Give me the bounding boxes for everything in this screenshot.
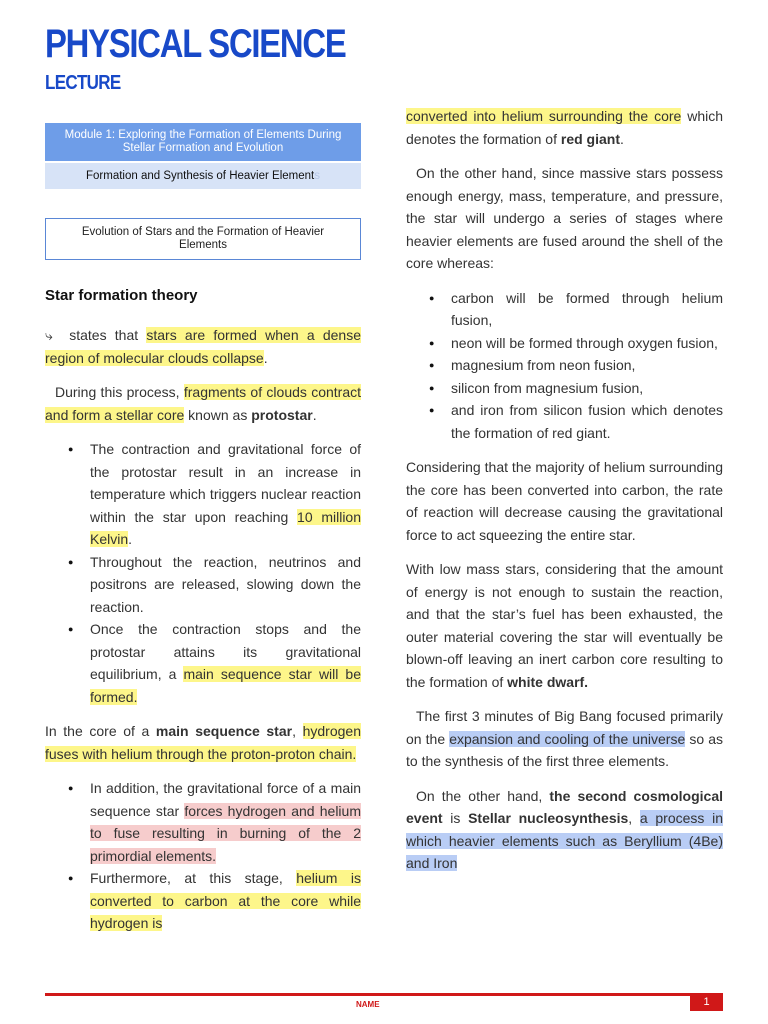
left-column (45, 283, 361, 947)
paragraph: With low mass stars, considering that the amount of energy is not enough to sustain the reaction, and that the star’s fuel has been exhausted, the outer material covering the star will eventually be blown-off leaving an inert carbon core resulting to the formation of white dwarf. (406, 561, 723, 690)
list-item: ● magnesium from neon fusion, (451, 354, 723, 377)
list-item: ● carbon will be formed through helium fusion, (451, 287, 723, 332)
bold-term: protostar (251, 406, 313, 423)
highlight: helium is converted to carbon at the core while hydrogen is (90, 870, 361, 931)
paragraph: ⤷ states that stars are formed when a dense region of molecular clouds collapse. (45, 324, 361, 369)
highlight: fragments of clouds contract and form a stellar core (45, 384, 361, 423)
list-item: ● and iron from silicon fusion which denotes the formation of red giant. (451, 399, 723, 444)
list-item: ● neon will be formed through oxygen fusion, (451, 332, 723, 355)
highlight: forces hydrogen and helium to fuse resulting in burning of the 2 primordial elements. (90, 802, 361, 864)
list-item: ● Throughout the reaction, neutrinos and positrons are released, slowing down the reaction. (90, 551, 361, 619)
highlight: converted into helium surrounding the core (406, 108, 682, 124)
list-item: ● The contraction and gravitational force of the protostar result in an increase in temperature which triggers nuclear reaction within the star upon reaching 10 million Kelvin. (90, 438, 361, 551)
list-item: ● silicon from magnesium fusion, (451, 377, 723, 400)
paragraph: converted into helium surrounding the core which denotes the formation of red giant. (406, 108, 723, 147)
footer-name: NAME (356, 1000, 380, 1009)
topic-text-fade: s (314, 170, 320, 182)
topic-text: Formation and Synthesis of Heavier Element (86, 170, 315, 182)
footer-rule (45, 993, 723, 996)
paragraph: During this process, fragments of clouds contract and form a stellar core known as protostar. (45, 384, 361, 423)
curved-arrow-icon: ⤷ (45, 327, 53, 343)
list-item: ● Furthermore, at this stage, helium is converted to carbon at the core while hydrogen is (90, 867, 361, 935)
list-item: ● Once the contraction stops and the protostar attains its gravitational equilibrium, a main sequence star will be formed. (90, 618, 361, 708)
document-title: PHYSICAL SCIENCE (45, 22, 346, 66)
bullet-list (45, 438, 361, 708)
right-column (406, 105, 723, 887)
paragraph: On the other hand, the second cosmological event is Stellar nucleosynthesis, a process in which heavier elements such as Beryllium (4Be) and Iron (406, 787, 724, 871)
highlight: main sequence star will be formed. (90, 666, 361, 705)
module-banner: Module 1: Exploring the Formation of Elements During Stellar Formation and Evolution (45, 123, 361, 161)
highlight: hydrogen fuses with helium through the proton-proton chain. (45, 723, 361, 762)
highlight: a process in which heavier elements such as Beryllium (4Be) and Iron (406, 810, 723, 871)
bold-term: white dwarf. (507, 673, 589, 690)
page-number: 1 (690, 993, 723, 1011)
section-heading: Star formation theory (45, 287, 198, 304)
paragraph: On the other hand, since massive stars possess enough energy, mass, temperature, and pressure, the star will undergo a series of stages where heavier elements are fused around the shell of the core whereas: (406, 165, 723, 271)
bullet-list (406, 287, 723, 445)
paragraph: Considering that the majority of helium surrounding the core has been converted into carbon, the rate of reaction will decrease causing the gravitational force to act squeezing the entire star. (406, 459, 723, 543)
document-subtitle: LECTURE (45, 72, 121, 94)
highlight: 10 million Kelvin (90, 508, 361, 547)
bullet-list (45, 777, 361, 935)
topic-banner (45, 163, 361, 189)
bold-term: the second cosmological event (406, 787, 724, 826)
list-item: ● In addition, the gravitational force of a main sequence star forces hydrogen and helium to fuse resulting in burning of the 2 primordial elements. (90, 777, 361, 867)
bold-term: red giant (560, 130, 620, 147)
paragraph: In the core of a main sequence star, hydrogen fuses with helium through the proton-proton chain. (45, 723, 361, 762)
highlight: stars are formed when a dense region of molecular clouds collapse (45, 327, 361, 366)
highlight: expansion and cooling of the universe (449, 730, 686, 747)
bold-term: Stellar nucleosynthesis (468, 810, 629, 826)
evolution-box: Evolution of Stars and the Formation of Heavier Elements (45, 218, 361, 260)
bold-term: main sequence star (155, 723, 293, 739)
paragraph: The first 3 minutes of Big Bang focused primarily on the expansion and cooling of the universe so as to the synthesis of the first three elements. (406, 708, 723, 769)
